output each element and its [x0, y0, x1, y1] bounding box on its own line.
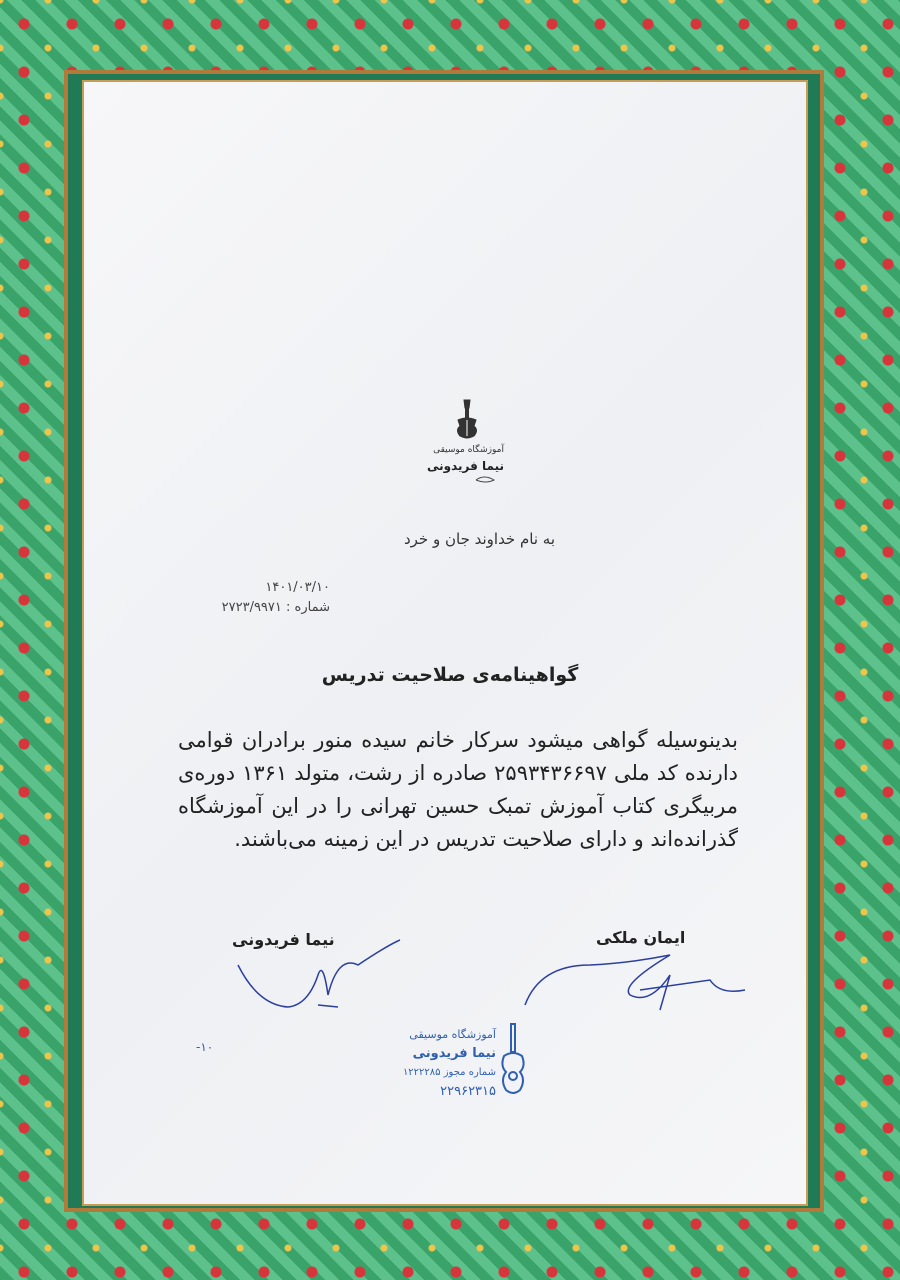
- stamp-guitar-icon: [498, 1022, 528, 1102]
- stamp-line1: آموزشگاه موسیقی: [409, 1028, 496, 1041]
- greeting: به نام خداوند جان و خرد: [403, 530, 555, 548]
- signer-left-name: نیما فریدونی: [232, 930, 335, 949]
- certificate-body: بدینوسیله گواهی میشود سرکار خانم سیده منور برادران قوامی دارنده کد ملی ۲۵۹۳۴۳۶۶۹۷ صادره از رشت، متولد ۱۳۶۱ دوره‌ی مربیگری کتاب آموزش تمبک حسین تهرانی را در این آموزشگاه گذرانده‌اند و دارای صلاحیت تدریس در این زمینه می‌باشند.: [178, 728, 738, 851]
- certificate-number: شماره : ۲۷۲۳/۹۹۷۱: [221, 600, 330, 615]
- certificate-title: گواهینامه‌ی صلاحیت تدریس: [321, 664, 579, 686]
- issue-date: ۱۴۰۱/۰۳/۱۰: [265, 580, 330, 595]
- stamp-mark: -۱۰: [196, 1040, 214, 1054]
- stamp-line3: شماره مجوز ۱۲۲۲۲۸۵: [402, 1067, 496, 1078]
- logo-line1: آموزشگاه موسیقی: [433, 445, 504, 455]
- signature-left-icon: [228, 935, 408, 1020]
- signature-right-icon: [520, 935, 750, 1020]
- school-stamp: [380, 1022, 530, 1104]
- stamp-line4: ۲۲۹۶۲۳۱۵: [440, 1084, 496, 1099]
- logo-line2: نیما فریدونی: [427, 459, 504, 473]
- school-logo-icon: [424, 396, 510, 492]
- signer-right-name: ایمان ملکی: [596, 928, 686, 947]
- stamp-line2: نیما فریدونی: [412, 1046, 496, 1061]
